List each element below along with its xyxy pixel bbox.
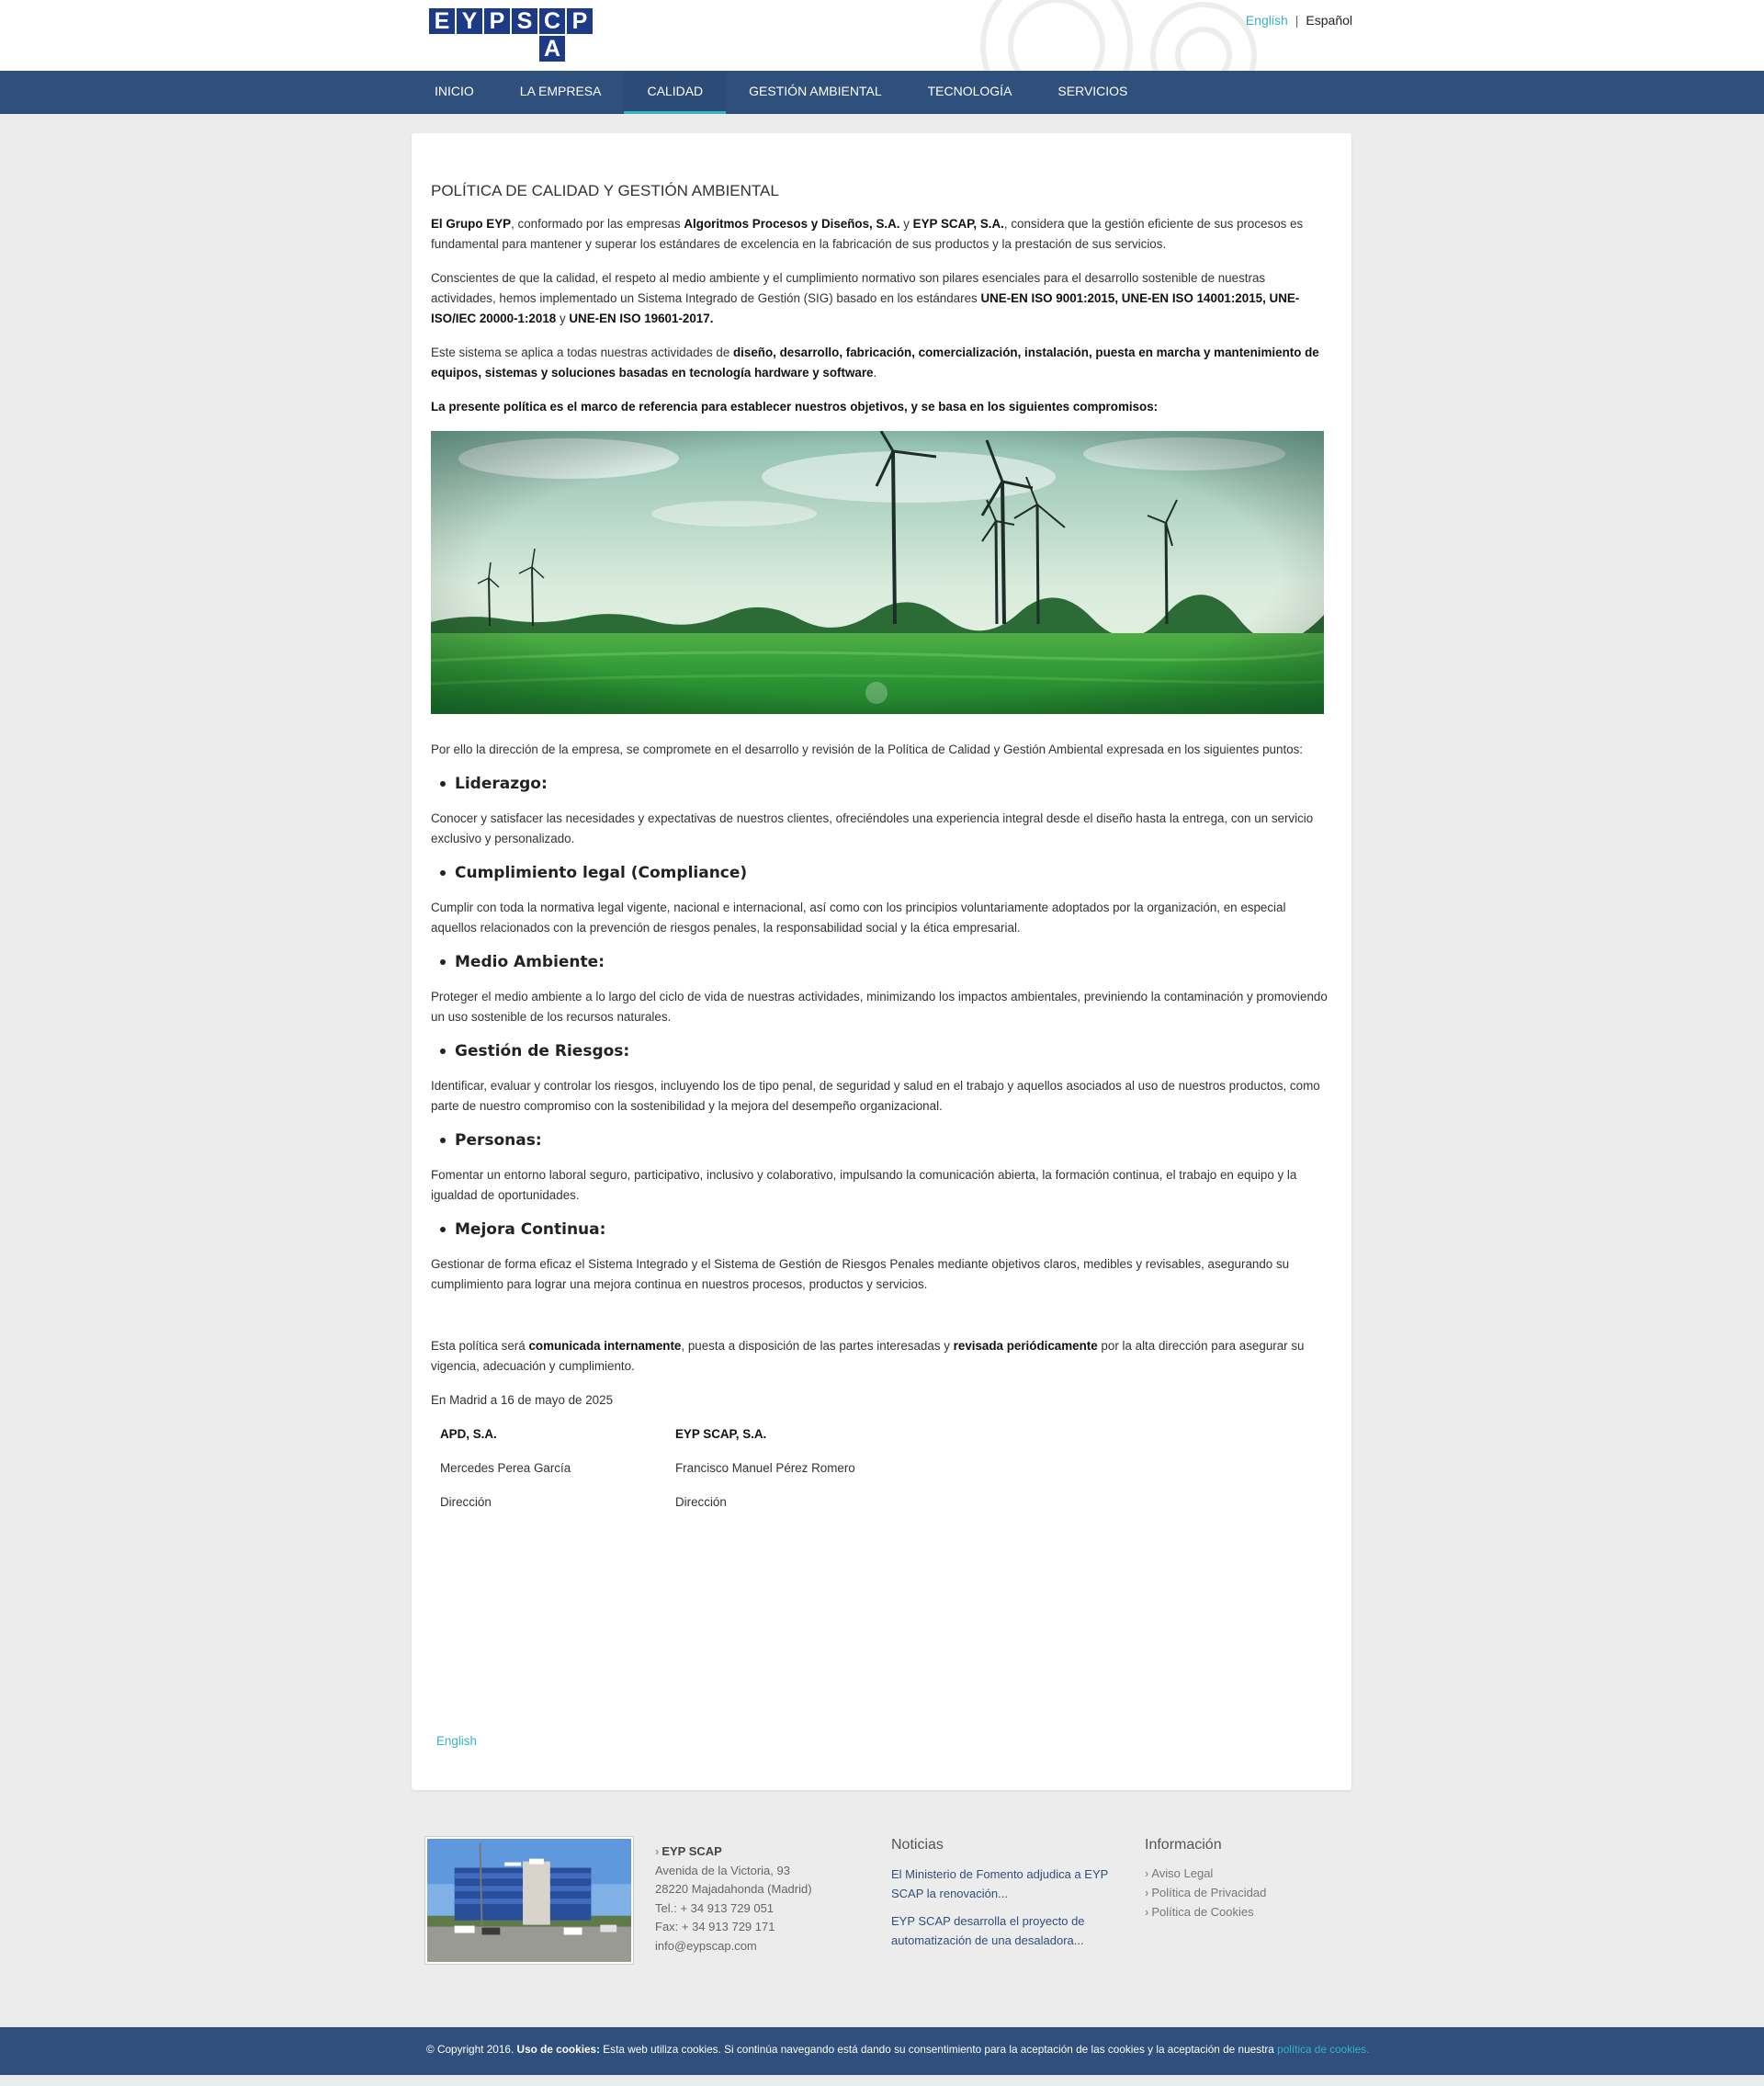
signatures (431, 1424, 1331, 1526)
bold-text: Algoritmos Procesos y Diseños, S.A. (684, 217, 900, 231)
address-fax: Fax: + 34 913 729 171 (655, 1920, 775, 1933)
info-link-label: Aviso Legal (1151, 1866, 1214, 1880)
point-text: Cumplir con toda la normativa legal vigente, nacional e internacional, así como con los principios voluntariamente adoptados por la organización, en especial aquellos relacionados con la prevención de riesgos penales, la responsabilidad social y la ética empresarial. (431, 901, 1286, 935)
address-company: EYP SCAP (662, 1844, 722, 1858)
signature-eypscap (666, 1424, 901, 1526)
office-building-photo (424, 1836, 634, 1965)
info-link-label: Política de Cookies (1151, 1905, 1254, 1919)
nav-item-calidad[interactable]: CALIDAD (624, 71, 726, 114)
point-heading (431, 1219, 1331, 1240)
signature-company: APD, S.A. (440, 1427, 497, 1441)
page-title: POLÍTICA DE CALIDAD Y GESTIÓN AMBIENTAL (431, 182, 779, 199)
address-street: Avenida de la Victoria, 93 (655, 1863, 790, 1877)
logo-letter: E (429, 8, 455, 34)
text: Esta política será (431, 1339, 529, 1353)
bullet-icon (440, 1049, 446, 1054)
text: y (899, 217, 913, 231)
logo-letter: A (539, 36, 565, 62)
point-title: Mejora Continua: (455, 1220, 606, 1239)
news-item[interactable]: El Ministerio de Fomento adjudica a EYP SCAP la renovación... (891, 1867, 1109, 1900)
text: , puesta a disposición de las partes interesadas y (681, 1339, 954, 1353)
signature-name: Mercedes Perea García (440, 1461, 571, 1475)
lang-separator: | (1295, 13, 1299, 28)
spacer (431, 1309, 1331, 1336)
footer-address (655, 1842, 812, 1956)
signature-role: Dirección (440, 1495, 492, 1509)
bullet-icon (440, 781, 446, 787)
nav-item-servicios[interactable]: SERVICIOS (1057, 84, 1128, 98)
bold-text: EYP SCAP, S.A. (912, 217, 1004, 231)
top-header (0, 0, 1764, 71)
signature-role: Dirección (675, 1495, 727, 1509)
news-title: Noticias (891, 1837, 944, 1853)
paragraph-points-intro: Por ello la dirección de la empresa, se compromete en el desarrollo y revisión de la Política de Calidad y Gestión Ambiental expresada en los siguientes puntos: (431, 743, 1304, 756)
text: Conscientes de que la calidad, el respeto al medio ambiente y el cumplimiento normativo son pilares esenciales para el desarrollo sostenible de nuestras actividades, hemos implementado un Sistema Integrado de Gestión (SIG) basado en los estándares (431, 271, 1266, 305)
cookies-policy-link[interactable]: política de cookies. (1277, 2043, 1370, 2056)
point-heading (431, 1130, 1331, 1151)
chevron-right-icon: › (1145, 1866, 1149, 1880)
paragraph-commitments (431, 397, 1331, 417)
logo-letter: C (539, 8, 565, 34)
point-text: Identificar, evaluar y controlar los riesgos, incluyendo los de tipo penal, de seguridad y salud en el trabajo y aquellos asociados al uso de nuestros productos, como parte de nuestro compromiso con la sostenibilidad y la mejora del desempeño organizacional. (431, 1079, 1320, 1113)
logo-letter: P (484, 8, 510, 34)
info-link-aviso-legal[interactable] (1145, 1864, 1266, 1883)
signature-apd (431, 1424, 666, 1526)
bold-text: UNE-EN ISO 9001:2015, UNE-EN ISO 14001:2015, UNE-ISO/IEC 20000-1:2018 (431, 291, 1300, 325)
language-switcher (1246, 13, 1352, 28)
content-card (412, 133, 1351, 1790)
paragraph-standards (431, 268, 1331, 329)
logo-letter: P (567, 8, 593, 34)
point-title: Personas: (455, 1131, 542, 1150)
nav-item-tecnologia[interactable]: TECNOLOGÍA (927, 84, 1012, 98)
copyright-text: © Copyright 2016. (426, 2043, 517, 2056)
info-title: Información (1145, 1837, 1222, 1853)
signature-name: Francisco Manuel Pérez Romero (675, 1461, 855, 1475)
point-text: Gestionar de forma eficaz el Sistema Integrado y el Sistema de Gestión de Riesgos Penales mediante objetivos claros, medibles y revisables, asegurando su cumplimiento para lograr una mejora continua en nuestros procesos, productos y servicios. (431, 1257, 1290, 1291)
bold-text: revisada periódicamente (953, 1339, 1098, 1353)
policy-content (431, 181, 1331, 1526)
point-heading (431, 863, 1331, 883)
paragraph-scope (431, 343, 1331, 383)
info-link-label: Política de Privacidad (1151, 1886, 1267, 1899)
cookies-text: Esta web utiliza cookies. Si continúa navegando está dando su consentimiento para la aceptación de las cookies y la aceptación de nuestra (600, 2043, 1278, 2056)
lang-spanish-link[interactable]: Español (1306, 13, 1352, 28)
address-email[interactable]: info@eypscap.com (655, 1938, 757, 1953)
paragraph-intro (431, 214, 1331, 255)
point-heading (431, 774, 1331, 794)
point-title: Gestión de Riesgos: (455, 1042, 630, 1060)
bold-text: UNE-EN ISO 19601-2017. (569, 312, 714, 325)
bold-text: comunicada internamente (528, 1339, 682, 1353)
chevron-right-icon: › (655, 1844, 660, 1858)
nav-item-la-empresa[interactable]: LA EMPRESA (519, 84, 602, 98)
bold-text: diseño, desarrollo, fabricación, comercialización, instalación, puesta en marcha y mantenimiento de equipos, sistemas y soluciones basadas en tecnología hardware y software (431, 346, 1319, 380)
bullet-icon (440, 870, 446, 876)
point-text: Proteger el medio ambiente a lo largo del ciclo de vida de nuestras actividades, minimizando los impactos ambientales, previniendo la contaminación y promoviendo un uso sostenible de los recursos naturales. (431, 990, 1328, 1024)
gear-watermark-icon (956, 0, 1286, 71)
paragraph-closing (431, 1336, 1331, 1377)
bullet-icon (440, 1227, 446, 1232)
cookie-bar (0, 2027, 1764, 2075)
bold-text: El Grupo EYP (431, 217, 512, 231)
text: y (556, 312, 570, 325)
point-heading (431, 952, 1331, 972)
main-nav (0, 71, 1764, 114)
info-links (1145, 1864, 1266, 1922)
point-text: Fomentar un entorno laboral seguro, participativo, inclusivo y colaborativo, impulsando la comunicación abierta, la formación continua, el trabajo en equipo y la igualdad de oportunidades. (431, 1168, 1297, 1202)
chevron-right-icon: › (1145, 1886, 1149, 1899)
date-line: En Madrid a 16 de mayo de 2025 (431, 1393, 614, 1407)
text: . (873, 366, 877, 380)
english-link[interactable]: English (436, 1734, 477, 1748)
wind-turbines-image (431, 431, 1324, 714)
bullet-icon (440, 1138, 446, 1143)
point-heading (431, 1041, 1331, 1061)
logo-letter: Y (457, 8, 482, 34)
chevron-right-icon: › (1145, 1905, 1149, 1919)
eypscap-logo[interactable] (429, 8, 593, 62)
lang-english-link[interactable]: English (1245, 13, 1288, 28)
cookies-label: Uso de cookies: (516, 2043, 601, 2056)
logo-letter: S (512, 8, 537, 34)
news-item[interactable]: EYP SCAP desarrolla el proyecto de automatización de una desaladora... (891, 1914, 1085, 1947)
bold-text: La presente política es el marco de referencia para establecer nuestros objetivos, y se basa en los siguientes compromisos: (431, 400, 1159, 414)
signature-company: EYP SCAP, S.A. (675, 1427, 767, 1441)
text: , conformado por las empresas (511, 217, 684, 231)
point-title: Cumplimiento legal (Compliance) (455, 864, 748, 882)
text: por la alta dirección para asegurar su vigencia, adecuación y cumplimiento. (431, 1339, 1305, 1373)
info-link-cookies[interactable] (1145, 1902, 1266, 1922)
point-title: Medio Ambiente: (455, 953, 605, 971)
point-text: Conocer y satisfacer las necesidades y expectativas de nuestros clientes, ofreciéndoles una experiencia integral desde el diseño hasta la entrega, con un servicio exclusivo y personalizado. (431, 811, 1314, 845)
info-link-privacidad[interactable] (1145, 1883, 1266, 1902)
nav-item-inicio[interactable]: INICIO (435, 84, 474, 98)
bullet-icon (440, 959, 446, 965)
nav-item-gestion-ambiental[interactable]: GESTIÓN AMBIENTAL (749, 84, 882, 98)
cookie-notice (426, 2043, 1370, 2056)
text: Este sistema se aplica a todas nuestras actividades de (431, 346, 733, 359)
text: , considera que la gestión eficiente de sus procesos es fundamental para mantener y superar los estándares de excelencia en la fabricación de sus productos y la prestación de sus servicios. (431, 217, 1304, 251)
address-phone: Tel.: + 34 913 729 051 (655, 1900, 775, 1915)
point-title: Liderazgo: (455, 775, 548, 793)
address-city: 28220 Majadahonda (Madrid) (655, 1882, 812, 1896)
